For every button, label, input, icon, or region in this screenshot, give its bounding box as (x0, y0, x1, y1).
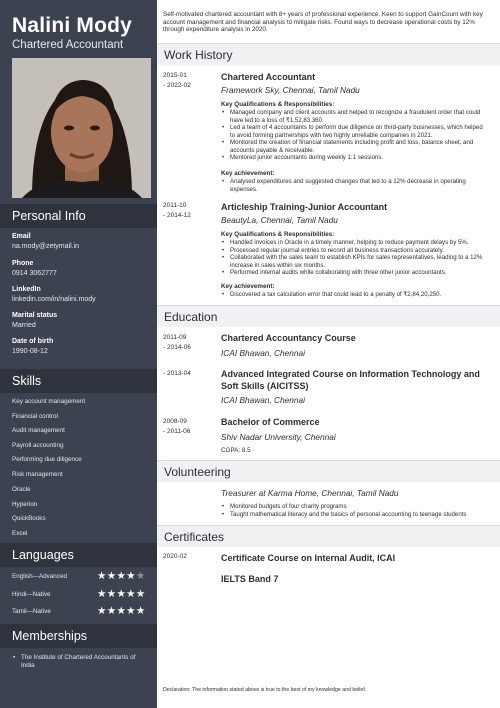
star-filled-icon: ★ (116, 570, 127, 582)
profile-summary: Self-motivated chartered accountant with 8+ years of professional experience. Keen to support GainCount with key account management and financial analysis to mitigate risks. Found ways to decrease operational costs by 12% through expenditure analysis in 2020. (163, 11, 483, 34)
education-title: Advanced Integrated Course on Information Technology and Soft Skills (AICITSS) (221, 369, 480, 391)
list-item: • Monitored budgets of four charity programs (221, 503, 500, 511)
education-institution: ICAI Bhawan, Chennai (221, 348, 305, 358)
job-bullet-list (221, 109, 489, 162)
linkedin-value: linkedin.com/in/nalini.mody (12, 296, 96, 303)
phone-value: 0914 3062777 (12, 270, 57, 277)
star-filled-icon: ★ (126, 605, 136, 617)
list-item: • Led a team of 4 accountants to perform due diligence on third-party businesses, which helped to avoid forming partnerships with two highly unreliable companies in 2021. (221, 124, 489, 139)
certificates-heading: Certificates (157, 525, 500, 547)
linkedin-label: LinkedIn (12, 286, 41, 293)
skills-heading: Skills (0, 369, 157, 393)
list-item: • Discovered a tax calculation error that could lead to a penalty of ₹2,84,20,250. (221, 291, 489, 299)
email-value: na.mody@zetymail.in (12, 243, 80, 250)
job-title: Articleship Training-Junior Accountant (221, 202, 388, 212)
profile-photo (12, 58, 151, 198)
star-filled-icon: ★ (106, 570, 117, 582)
star-filled-icon: ★ (116, 605, 127, 617)
language-name: English—Advanced (12, 573, 67, 580)
email-label: Email (12, 233, 31, 240)
achievement-list (221, 291, 489, 299)
volunteering-heading: Volunteering (157, 460, 500, 482)
job-bullet-list (221, 239, 489, 277)
education-grade: CGPA: 8.5 (221, 447, 251, 454)
certificate-title: Certificate Course on Internal Audit, ICAI (221, 553, 396, 563)
star-filled-icon: ★ (97, 570, 107, 582)
education-title: Bachelor of Commerce (221, 417, 320, 427)
list-item: • Handled invoices in Oracle in a timely manner, helping to reduce payment delays by 5%. (221, 239, 489, 247)
star-filled-icon: ★ (116, 588, 127, 600)
education-title: Chartered Accountancy Course (221, 333, 356, 343)
qualifications-label: Key Qualifications & Responsibilities: (221, 101, 335, 108)
job-organization: BeautyLa, Chennai, Tamil Nadu (221, 215, 338, 225)
job-title: Chartered Accountant (221, 72, 316, 82)
skill-item: Risk management (12, 471, 63, 478)
marital-status-label: Marital status (12, 312, 58, 319)
star-filled-icon: ★ (135, 605, 146, 617)
star-filled-icon: ★ (126, 570, 136, 582)
list-item: • Performed internal audits while collaborating with three other junior accountants. (221, 269, 489, 277)
list-item: • Mentored junior accountants during weekly 1:1 sessions. (221, 154, 489, 162)
language-rating (97, 588, 146, 600)
volunteering-organization: Treasurer at Karma Home, Chennai, Tamil Nadu (221, 488, 399, 498)
achievement-label: Key achievement: (221, 170, 275, 177)
skill-item: Oracle (12, 486, 31, 493)
marital-status-value: Married (12, 322, 36, 329)
star-filled-icon: ★ (106, 588, 117, 600)
education-dates: 2011-09 - 2014-06 (163, 334, 191, 351)
star-filled-icon: ★ (106, 605, 117, 617)
list-item: • Processed regular journal entries to record all business transactions accurately. (221, 247, 489, 255)
language-rating (97, 570, 146, 582)
list-item: • Monitored the creation of financial statements including profit and loss, balance sheet, and accounts payable & receivable. (221, 139, 489, 154)
education-dates: 2008-09 - 2011-06 (163, 418, 191, 435)
date-of-birth-label: Date of birth (12, 338, 54, 345)
star-empty-icon: ★ (135, 570, 146, 582)
skill-item: Key account management (12, 398, 86, 405)
languages-heading: Languages (0, 543, 157, 567)
skill-item: Hyperion (12, 501, 38, 508)
list-item: • Managed company and client accounts and helped to recognize a fraudulent order that could have led to a loss of ₹1,52,83,360. (221, 109, 489, 124)
membership-item: • The Institute of Chartered Accountants of India (13, 654, 148, 671)
qualifications-label: Key Qualifications & Responsibilities: (221, 231, 335, 238)
memberships-heading: Memberships (0, 624, 157, 648)
job-dates: 2011-10 - 2014-12 (163, 202, 191, 219)
star-filled-icon: ★ (97, 605, 107, 617)
skill-item: Performing due diligence (12, 456, 82, 463)
personal-info-heading: Personal Info (0, 204, 157, 228)
sidebar (0, 0, 157, 708)
declaration: Declaration: The information stated above is true to the best of my knowledge and belief. (163, 687, 367, 693)
star-filled-icon: ★ (97, 588, 107, 600)
job-dates: 2015-01 - 2022-02 (163, 72, 191, 89)
job-organization: Framework Sky, Chennai, Tamil Nadu (221, 85, 360, 95)
candidate-role: Chartered Accountant (12, 39, 124, 51)
education-dates: - 2013-04 (163, 370, 191, 377)
work-history-heading: Work History (157, 43, 500, 65)
education-heading: Education (157, 305, 500, 327)
profile-photo-image (12, 58, 151, 198)
certificate-date: 2020-02 (163, 553, 187, 560)
achievement-list (221, 178, 489, 193)
education-institution: ICAI Bhawan, Chennai (221, 395, 305, 405)
skill-item: Financial control (12, 413, 58, 420)
achievement-label: Key achievement: (221, 283, 275, 290)
skill-item: Excel (12, 530, 28, 537)
candidate-name: Nalini Mody (12, 14, 133, 37)
list-item: • Analysed expenditures and suggested changes that led to a 12% decrease in operating expenses. (221, 178, 489, 193)
phone-label: Phone (12, 260, 34, 267)
star-filled-icon: ★ (135, 588, 146, 600)
volunteering-bullet-list (221, 503, 500, 518)
list-item: • Taught mathematical literacy and the basics of personal accounting to teenage students (221, 511, 500, 519)
education-institution: Shiv Nadar University, Chennai (221, 432, 336, 442)
skill-item: Audit management (12, 427, 65, 434)
list-item: • Collaborated with the sales team to establish KPIs for sales representatives, leading to a 12% increase in sales within six months. (221, 254, 489, 269)
skill-item: QuickBooks (12, 515, 46, 522)
certificate-title: IELTS Band 7 (221, 574, 279, 584)
star-filled-icon: ★ (126, 588, 136, 600)
language-rating (97, 605, 146, 617)
language-name: Hindi—Native (12, 591, 51, 598)
date-of-birth-value: 1990-08-12 (12, 348, 48, 355)
language-name: Tamil—Native (12, 608, 51, 615)
skill-item: Payroll accounting (12, 442, 64, 449)
